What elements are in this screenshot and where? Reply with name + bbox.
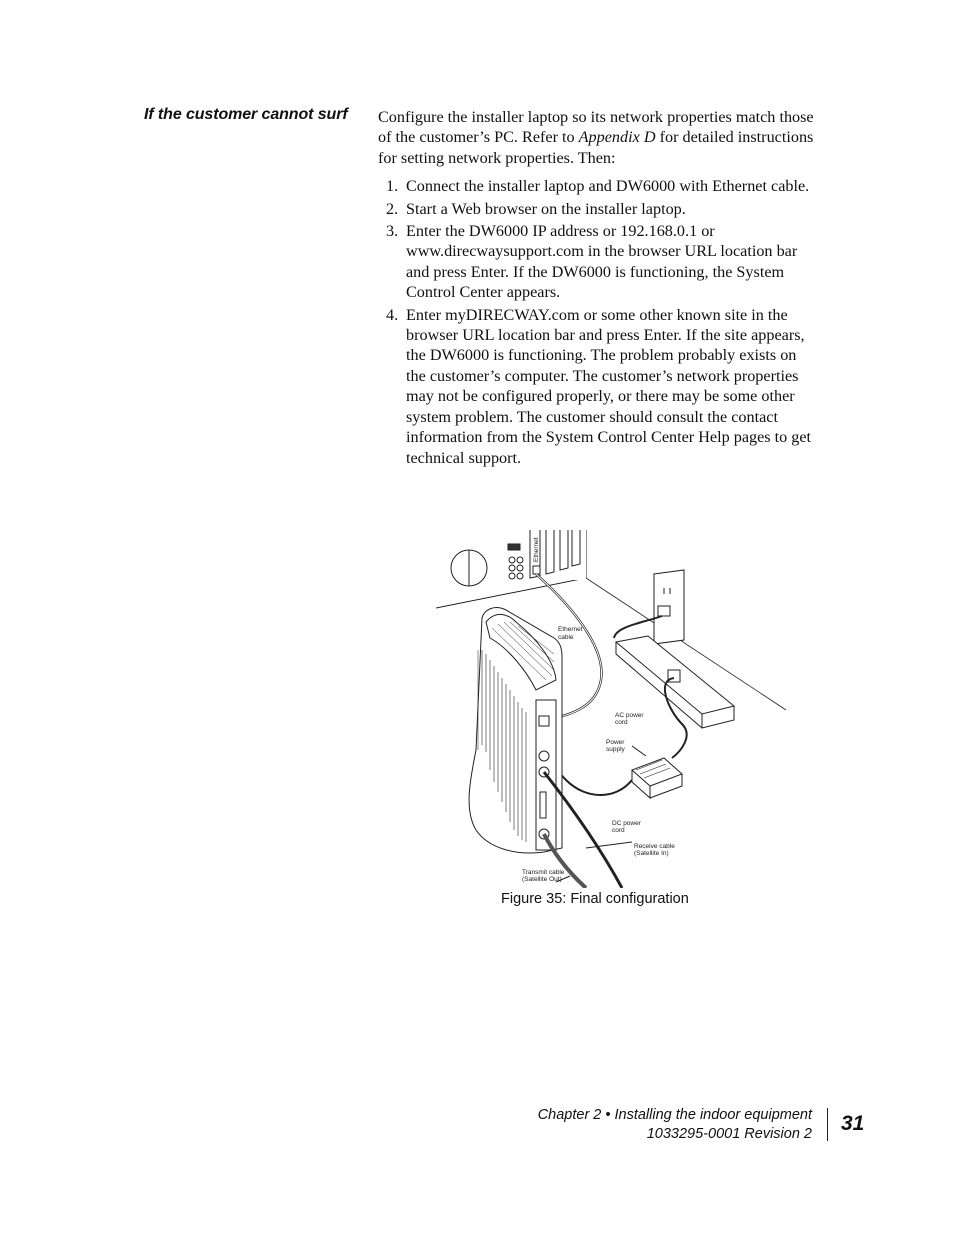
step-number: 3. xyxy=(386,222,399,241)
page-footer xyxy=(538,1106,812,1144)
step-text: Enter the DW6000 IP address or 192.168.0.1 or www.direcwaysupport.com in the browser URL location bar and press Enter. If the DW6000 is functioning, the System Control Center appears. xyxy=(406,222,798,302)
intro-paragraph xyxy=(378,107,818,168)
step-number: 1. xyxy=(386,177,399,196)
page-number: 31 xyxy=(841,1112,865,1135)
list-item xyxy=(378,305,818,468)
intro-text-end: for detailed instructions for setting network properties. Then: xyxy=(378,128,814,167)
step-text: Start a Web browser on the installer laptop. xyxy=(406,199,686,218)
transmit-cable-label: Transmit cable xyxy=(522,869,565,876)
steps-list xyxy=(378,176,818,468)
footer-chapter: Chapter 2 • Installing the indoor equipment xyxy=(537,1107,812,1123)
list-item xyxy=(378,176,818,196)
ethernet-cable-label: Ethernet xyxy=(558,626,583,633)
body-text xyxy=(378,107,818,470)
section-heading: If the customer cannot surf xyxy=(144,106,348,123)
dc-power-cord-label-2: cord xyxy=(612,827,625,834)
appendix-reference: Appendix D xyxy=(578,128,656,147)
dc-power-cord-label: DC power xyxy=(612,820,641,827)
ethernet-port-label: Ethernet xyxy=(533,537,540,562)
ac-power-cord-label-2: cord xyxy=(615,719,628,726)
receive-cable-label: Receive cable xyxy=(634,843,675,850)
receive-cable-label-2: (Satellite In) xyxy=(634,850,669,857)
step-text: Connect the installer laptop and DW6000 with Ethernet cable. xyxy=(406,177,810,196)
step-number: 2. xyxy=(386,199,399,218)
ac-power-cord-label: AC power xyxy=(615,712,644,719)
list-item xyxy=(378,199,818,219)
power-supply-label-2: supply xyxy=(606,746,625,753)
footer-doc-id: 1033295-0001 Revision 2 xyxy=(646,1126,812,1142)
final-configuration-figure xyxy=(436,530,796,888)
list-item xyxy=(378,221,818,303)
intro-text: Configure the installer laptop so its network properties match those of the customer’s PC. Refer to xyxy=(378,108,814,147)
transmit-cable-label-2: (Satellite Out) xyxy=(522,876,562,883)
footer-divider xyxy=(827,1108,828,1141)
figure-caption: Figure 35: Final configuration xyxy=(501,891,689,907)
step-text: Enter myDIRECWAY.com or some other known site in the browser URL location bar and press Enter. If the site appears, the DW6000 is functioning. The problem probably exists on the customer’s computer. The customer’s network properties may not be configured properly, or there may be some other system problem. The customer should consult the contact information from the System Control Center Help pages to get technical support. xyxy=(406,305,812,467)
step-number: 4. xyxy=(386,305,399,324)
ethernet-cable-label-2: cable xyxy=(558,634,574,641)
power-supply-label: Power xyxy=(606,739,625,746)
